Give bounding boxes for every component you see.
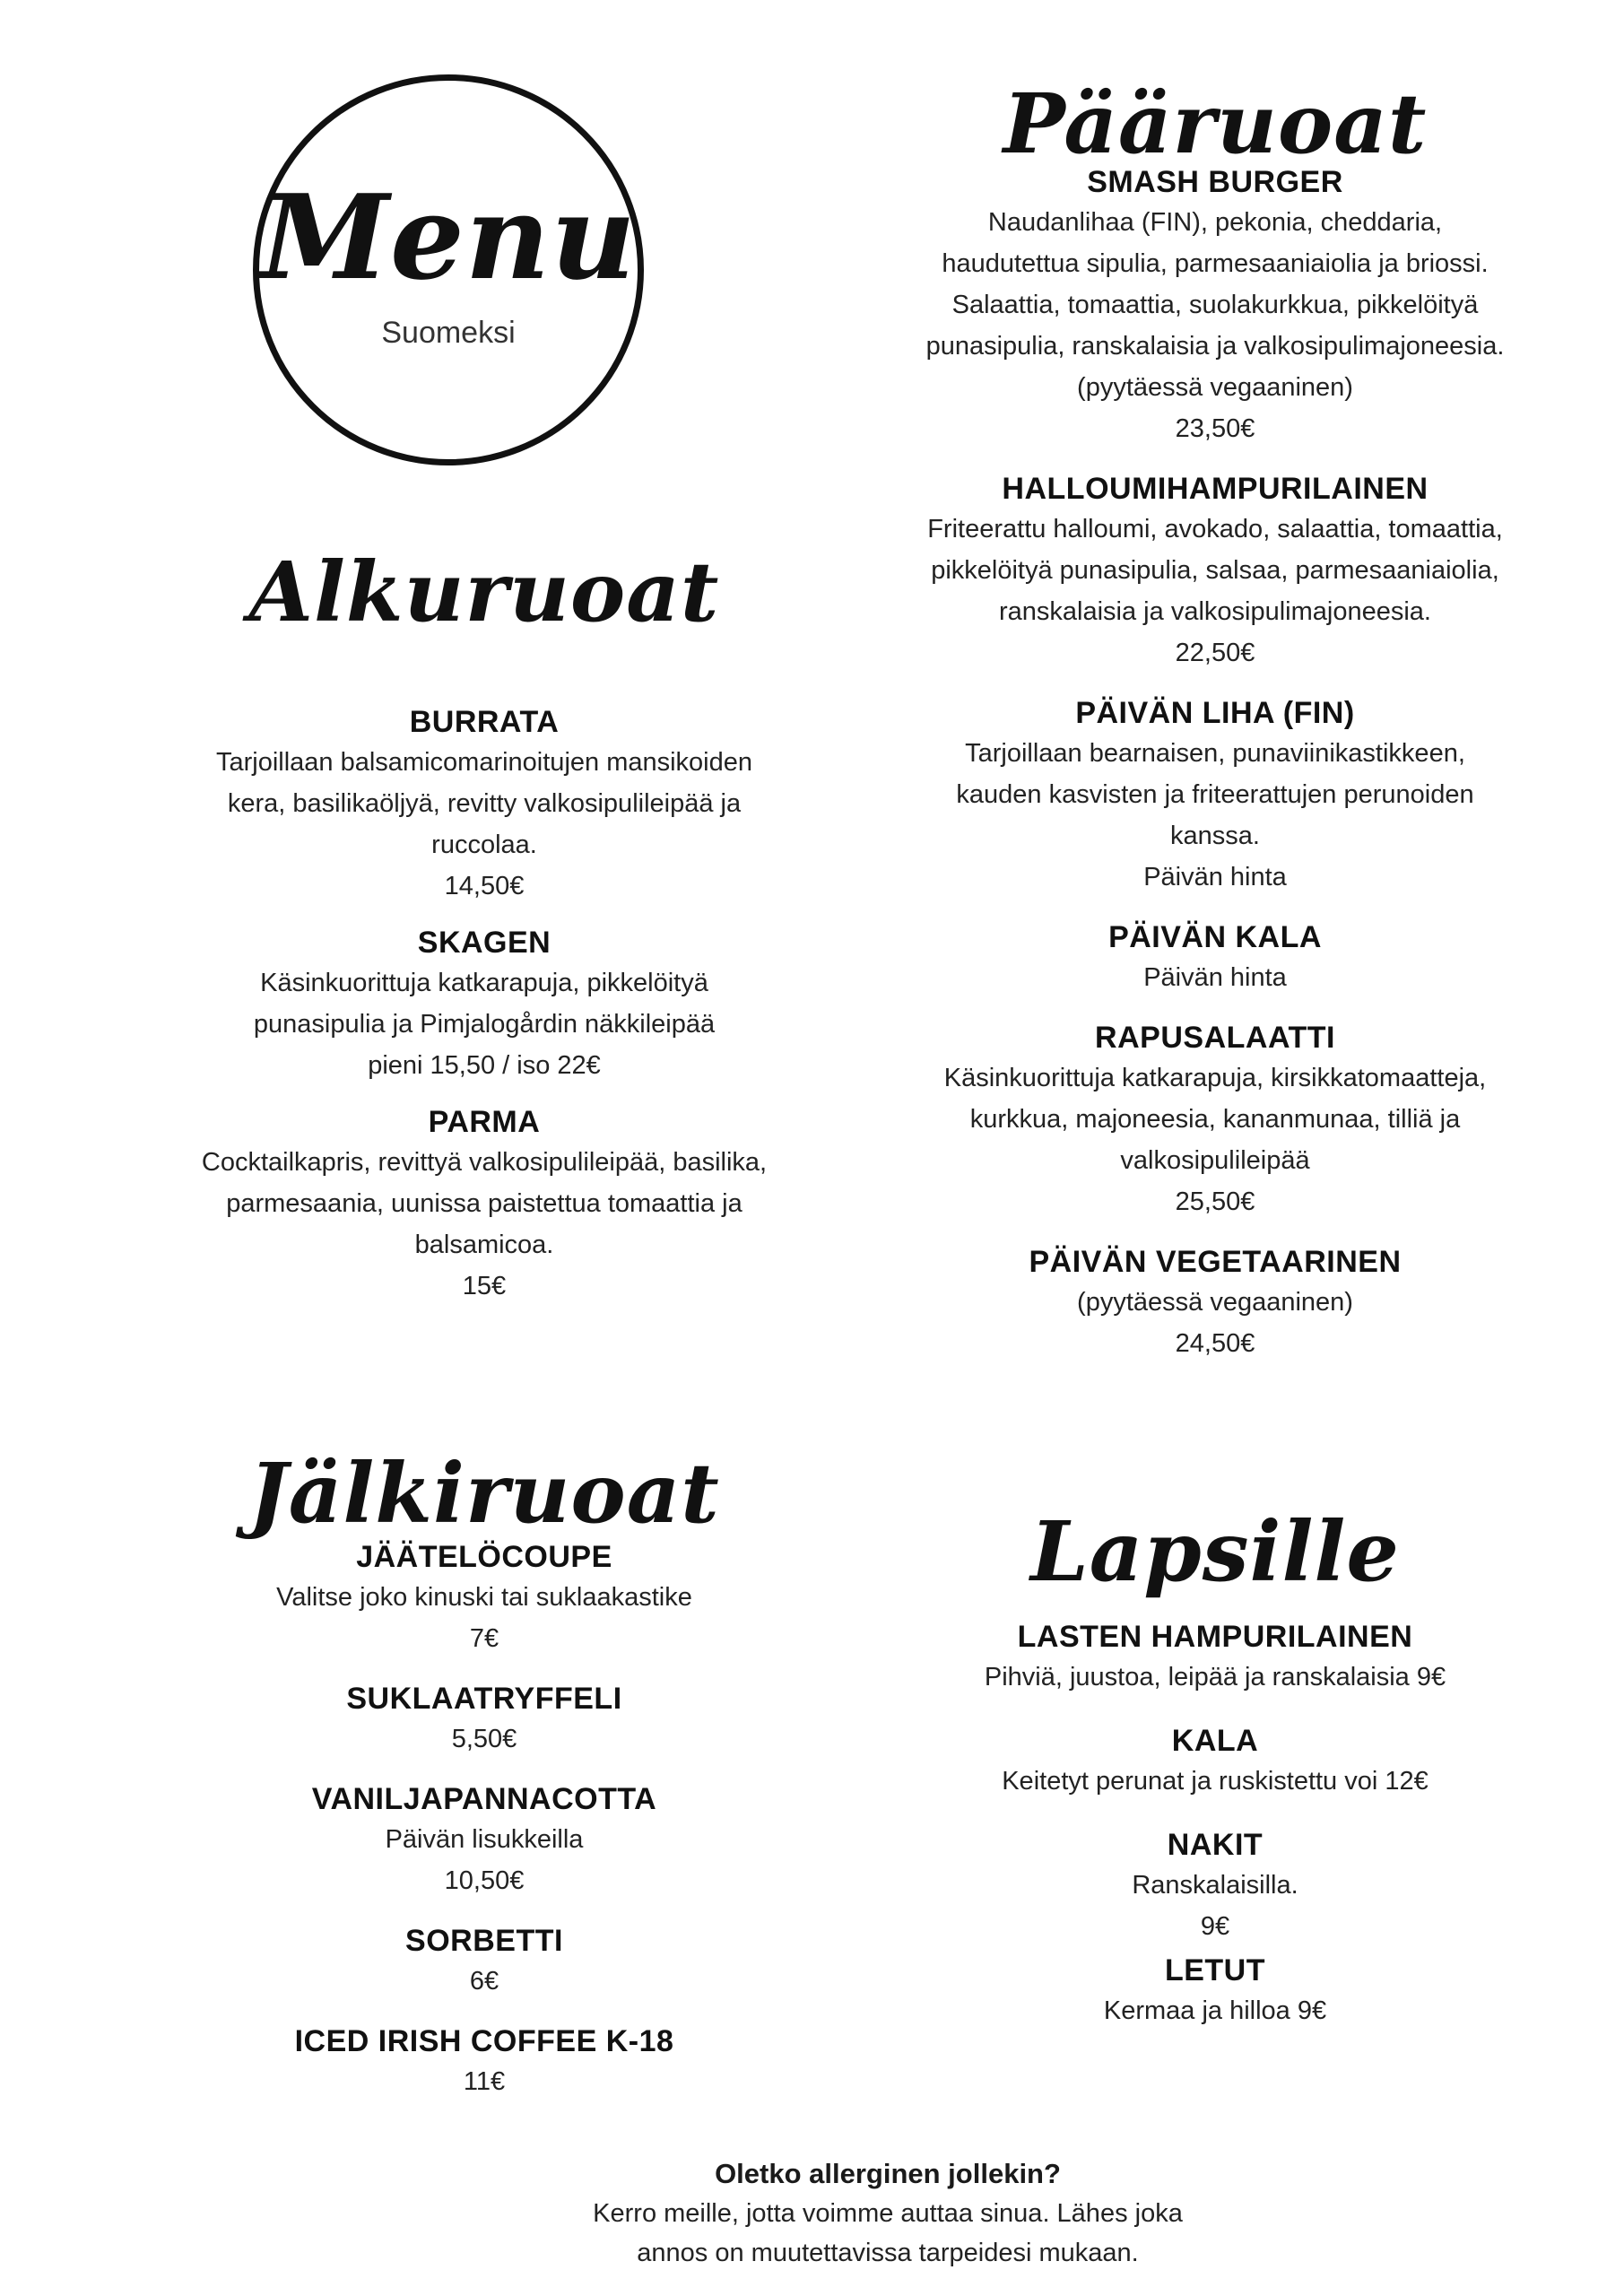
menu-item-price: Päivän hinta [1143,863,1287,891]
menu-item-name: PÄIVÄN LIHA (FIN) [1075,696,1355,730]
menu-item [838,693,1592,898]
menu-logo-word: Menu [260,169,637,306]
kids-section [838,1502,1592,2031]
allergy-question: Oletko allerginen jollekin? [715,2158,1061,2189]
menu-language-label: Suomeksi [381,316,516,350]
menu-item-price: 15€ [462,1272,507,1300]
menu-item-name: JÄÄTELÖCOUPE [356,1540,612,1574]
menu-item-description: balsamicoa. [414,1231,554,1259]
menu-item-description: Käsinkuorittuja katkarapuja, kirsikkatomaatteja, [943,1064,1487,1092]
menu-item-description: Valitse joko kinuski tai suklaakastike [276,1583,692,1612]
menu-item-name: KALA [1171,1724,1259,1758]
menu-item-price: 9€ [1200,1912,1230,1941]
menu-item-description: kurkkua, majoneesia, kananmunaa, tilliä ja [969,1105,1461,1134]
menu-item-description: (pyytäessä vegaaninen) [1077,1288,1353,1317]
menu-item-description: valkosipulileipää [1120,1146,1310,1175]
menu-item-name: PÄIVÄN VEGETAARINEN [1029,1245,1402,1279]
menu-item-price: 10,50€ [444,1866,525,1895]
menu-item-description: Käsinkuorittuja katkarapuja, pikkelöityä [260,969,708,997]
menu-item [126,1779,843,1901]
menu-item-price: pieni 15,50 / iso 22€ [368,1051,601,1080]
menu-item-price: 11€ [463,2067,506,2096]
menu-item [126,1102,843,1307]
menu-item-name: PARMA [428,1105,541,1139]
menu-item-price: 7€ [469,1624,499,1653]
section-title-starters: Alkuruoat [248,544,720,640]
section-title-mains: Pääruoat [1003,75,1428,172]
menu-item-description: Ranskalaisilla. [1132,1871,1298,1900]
menu-item-price: 23,50€ [1175,414,1255,443]
menu-item-description: Salaattia, tomaattia, suolakurkkua, pikkelöityä [951,291,1479,319]
mains-list [838,162,1592,1364]
menu-item [838,1825,1592,1947]
menu-item [126,1537,843,1659]
menu-item-name: BURRATA [409,705,560,739]
menu-item-name: LASTEN HAMPURILAINEN [1017,1620,1413,1654]
menu-item-description: Cocktailkapris, revittyä valkosipulileipää, basilika, [201,1148,768,1177]
allergy-answer-line: Kerro meille, jotta voimme auttaa sinua. Lähes joka [593,2199,1183,2228]
menu-item-name: RAPUSALAATTI [1095,1021,1335,1055]
menu-item-description: Tarjoillaan bearnaisen, punaviinikastikkeen, [965,739,1465,768]
menu-item-description: Tarjoillaan balsamicomarinoitujen mansikoiden [215,748,753,777]
menu-item [838,1951,1592,2031]
menu-logo [253,74,644,465]
starters-list [126,702,843,1307]
desserts-list [126,1537,843,2102]
section-title-desserts: Jälkiruoat [248,1445,720,1542]
mains-section [838,74,1592,1364]
menu-item-price: Päivän hinta [1143,963,1287,992]
allergy-note [502,2154,1273,2273]
menu-item-description: parmesaania, uunissa paistettua tomaattia ja [226,1189,743,1218]
menu-item-price: 5,50€ [451,1725,517,1753]
menu-item-name: HALLOUMIHAMPURILAINEN [1002,472,1429,506]
menu-item-name: SMASH BURGER [1087,165,1343,199]
menu-item-name: VANILJAPANNACOTTA [311,1782,657,1816]
menu-item-description: Päivän lisukkeilla [385,1825,584,1854]
menu-item-price: Keitetyt perunat ja ruskistettu voi 12€ [1002,1767,1429,1796]
section-title-kids: Lapsille [1030,1503,1400,1600]
menu-item-name: SKAGEN [417,926,551,960]
menu-item-description: Friteerattu halloumi, avokado, salaattia, tomaattia, [927,515,1503,544]
menu-item-name: SORBETTI [405,1924,563,1958]
menu-item-description: pikkelöityä punasipulia, salsaa, parmesaaniaiolia, [931,556,1499,585]
menu-item [838,1721,1592,1802]
menu-item-description: Naudanlihaa (FIN), pekonia, cheddaria, [987,208,1443,237]
menu-item [838,1018,1592,1222]
menu-item-price: Kermaa ja hilloa 9€ [1103,1996,1327,2025]
menu-item-price: 25,50€ [1175,1187,1255,1216]
menu-item-name: LETUT [1164,1953,1266,1987]
menu-item-description: punasipulia ja Pimjalogårdin näkkileipää [253,1010,716,1039]
menu-item-description: punasipulia, ranskalaisia ja valkosipulimajoneesia. [925,332,1505,361]
menu-item [126,702,843,907]
menu-item-description: (pyytäessä vegaaninen) [1077,373,1353,402]
starters-section [126,543,843,1307]
menu-item [126,1679,843,1760]
menu-item-description: kera, basilikaöljyä, revitty valkosipulileipää ja [227,789,742,818]
menu-item-price: 22,50€ [1175,639,1255,667]
kids-list [838,1617,1592,2031]
menu-item [126,923,843,1086]
menu-item-price: 24,50€ [1175,1329,1255,1358]
menu-item-price: Pihviä, juustoa, leipää ja ranskalaisia 9€ [984,1663,1446,1692]
menu-item-name: SUKLAATRYFFELI [346,1682,622,1716]
menu-item [838,162,1592,449]
menu-item-description: haudutettua sipulia, parmesaaniaiolia ja briossi. [942,249,1489,278]
allergy-answer-line: annos on muutettavissa tarpeidesi mukaan. [637,2239,1139,2267]
desserts-section [126,1444,843,2102]
menu-item [838,469,1592,674]
menu-item [838,1617,1592,1698]
menu-item-price: 14,50€ [444,872,525,900]
menu-item-description: kauden kasvisten ja friteerattujen perunoiden [956,780,1474,809]
menu-item-name: ICED IRISH COFFEE K-18 [294,2024,674,2058]
menu-item [838,1242,1592,1364]
menu-item [126,1921,843,2002]
menu-item-description: ruccolaa. [431,831,537,859]
menu-item-description: kanssa. [1170,822,1260,850]
menu-item-price: 6€ [469,1967,499,1996]
menu-item [838,918,1592,998]
menu-item-name: PÄIVÄN KALA [1108,920,1322,954]
menu-item-name: NAKIT [1167,1828,1264,1862]
menu-item [126,2022,843,2102]
menu-item-description: ranskalaisia ja valkosipulimajoneesia. [999,597,1431,626]
